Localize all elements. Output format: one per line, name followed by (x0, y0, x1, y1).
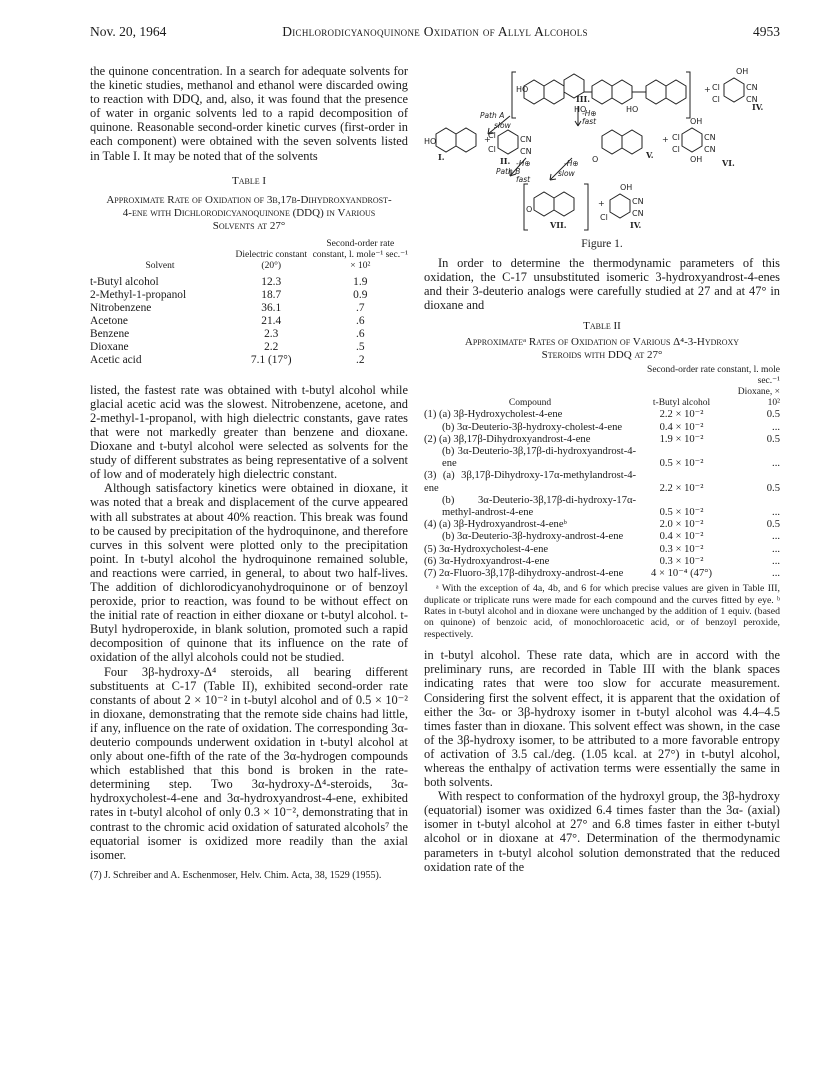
table-row (90, 328, 408, 341)
page-number: 4953 (753, 24, 780, 39)
cell-rate: 0.5 × 10⁻² (659, 507, 704, 518)
running-header (90, 24, 780, 44)
cell-rate: ... (772, 421, 780, 433)
svg-text:CN: CN (632, 197, 644, 206)
table-2-footnote: ᵃ With the exception of 4a, 4b, and 6 for which precise values are given in Table III, duplicate or triplicate runs were made for each compound and the curves fitted by eye. ᵇ Rates in t-butyl alcohol and in dioxane were unchanged by the addition of 1 equiv. (based on quinone) of benzoic acid, of monochloroacetic acid, or of benzoyl peroxide, respectively. (424, 583, 780, 640)
cell-rate: 4 × 10⁻⁴ (47°) (651, 568, 713, 580)
cell-compound: (3) (a) 3β,17β-Dihydroxy-17α-methylandrost-4-ene (424, 470, 637, 494)
cell-rate: 0.5 (766, 433, 780, 445)
cell-dielectric: 7.1 (17°) (250, 353, 292, 366)
cell-rate: 1.9 × 10⁻² (659, 433, 704, 445)
cell-rate: .7 (356, 301, 365, 314)
svg-text:CN: CN (746, 95, 758, 104)
table-2 (424, 365, 780, 580)
svg-text:Cl: Cl (672, 133, 680, 142)
compound-label: VI. (722, 158, 735, 168)
svg-text:HO: HO (626, 105, 639, 114)
scheme-label: -H⊕ (516, 159, 531, 168)
header-date: Nov. 20, 1964 (90, 24, 167, 39)
scheme-label: -H⊕ (564, 159, 579, 168)
table-row (424, 544, 780, 556)
svg-text:OH: OH (690, 155, 703, 164)
table-row (424, 409, 780, 421)
scheme-label: fast (516, 175, 531, 184)
compound-label: I. (438, 152, 445, 162)
svg-text:CN: CN (520, 147, 532, 156)
cell-compound: (b) 3α-Deuterio-3β,17β-di-hydroxy-17α-methyl-androst-4-ene (442, 494, 637, 518)
col-header-span: Second-order rate constant, l. mole sec.⁻¹ (647, 365, 780, 387)
table-1-title: Table I (231, 174, 267, 187)
cell-rate: 0.5 (766, 519, 780, 531)
cell-dielectric: 36.1 (261, 301, 282, 314)
header-title: Dichlorodicyanoquinone Oxidation of Allyl Alcohols (282, 24, 588, 39)
svg-text:Cl: Cl (712, 95, 720, 104)
footnote: (7) J. Schreiber and A. Eschenmoser, Helv. Chim. Acta, 38, 1529 (1955). (90, 869, 382, 881)
cell-dielectric: 18.7 (261, 288, 282, 301)
cell-rate: ... (772, 531, 780, 543)
svg-text:Cl: Cl (488, 145, 496, 154)
cell-dielectric: 2.2 (264, 340, 279, 353)
scheme-label: Path B (496, 167, 521, 176)
svg-text:CN: CN (520, 135, 532, 144)
reaction-scheme (424, 62, 780, 238)
table-row (424, 422, 780, 434)
cell-solvent: Acetic acid (90, 353, 142, 366)
compound-label: VII. (550, 220, 567, 230)
cell-compound: (b) 3α-Deuterio-3β,17β-di-hydroxyandrost-4-ene (442, 445, 637, 470)
paragraph: Although satisfactory kinetics were obtained in dioxane, it was noted that a break and displacement of the curve appeared with all substrates at about 40% reaction. This break was found to be caused by precipitation of the hydroquinone, and therefore curves in this solvent were plotted only to the precipitation point. In t-butyl alcohol the hydroquinone remained soluble, and reactions were carried, in general, to about two half-lives. The addition of dichlorodicyanohydroquinone or of benzoyl peroxide, prior to reaction, was found to be without effect on the initial rate of reaction in either dioxane or t-butyl alcohol. t-Butyl hydroperoxide, in blank solution, promoted such a rapid decomposition of quinone that its influence on the rate of oxidation of the allyl alcohols could not be studied. (90, 481, 408, 665)
cell-rate: 2.2 × 10⁻² (659, 409, 704, 421)
left-column (90, 64, 408, 882)
svg-text:Cl: Cl (600, 213, 608, 222)
cell-dielectric: 12.3 (261, 275, 282, 288)
table-row (424, 495, 780, 519)
table-row (424, 556, 780, 568)
compound-label: V. (646, 150, 654, 160)
table-row (424, 434, 780, 446)
cell-solvent: t-Butyl alcohol (90, 275, 159, 288)
svg-text:CN: CN (704, 133, 716, 142)
col-header: t-Butyl alcohol (652, 398, 711, 409)
table-row (90, 354, 408, 367)
cell-compound: (6) 3α-Hydroxyandrost-4-ene (424, 555, 550, 567)
compound-label: III. (576, 94, 591, 104)
cell-rate: 0.3 × 10⁻² (659, 543, 704, 555)
cell-compound: (7) 2α-Fluoro-3β,17β-dihydroxy-androst-4-ene (424, 568, 624, 580)
table-row (424, 446, 780, 470)
svg-text:O: O (592, 155, 599, 164)
table-header-row (90, 239, 408, 272)
cell-rate: ... (772, 507, 780, 518)
cell-compound: (1) (a) 3β-Hydroxycholest-4-ene (424, 409, 563, 421)
col-header: Dielectric constant (20°) (235, 249, 307, 271)
cell-rate: 0.9 (353, 288, 368, 301)
svg-text:CN: CN (746, 83, 758, 92)
svg-text:HO: HO (516, 85, 529, 94)
svg-text:OH: OH (690, 117, 703, 126)
paragraph: listed, the fastest rate was obtained with t-butyl alcohol while glacial acetic acid was the slowest. Nitrobenzene, acetone, and 2-methyl-1-propanol, with high dielectric constants, gave rates that were not markedly greater than benzene and dioxane. Dioxane and t-butyl alcohol were selected as solvents for the study of different substrates as being representative of a solvent of low and of moderately high dielectric constant. (90, 382, 408, 482)
svg-text:Cl: Cl (712, 83, 720, 92)
cell-rate: 0.5 (766, 409, 780, 421)
compound-label: IV. (630, 220, 642, 230)
svg-text:CN: CN (632, 209, 644, 218)
scheme-label: Path A (480, 111, 505, 120)
col-header: Dioxane, × 10² (737, 387, 780, 409)
cell-compound: (b) 3α-Deuterio-3β-hydroxy-androst-4-ene (442, 531, 624, 543)
cell-dielectric: 2.3 (264, 327, 279, 340)
right-column (424, 256, 780, 874)
scheme-label: fast (582, 117, 597, 126)
table-1 (90, 239, 408, 367)
col-header: Second-order rate constant, l. mole⁻¹ sec.⁻¹ × 10² (312, 238, 408, 271)
table-row (90, 276, 408, 289)
table-header-row (424, 387, 780, 409)
col-header: Compound (508, 398, 552, 409)
cell-rate: 0.5 × 10⁻² (659, 458, 704, 470)
figure-caption: Figure 1. (581, 238, 623, 250)
cell-solvent: 2-Methyl-1-propanol (90, 288, 187, 301)
cell-solvent: Nitrobenzene (90, 301, 152, 314)
cell-dielectric: 21.4 (261, 314, 282, 327)
cell-rate: 0.5 (766, 482, 780, 494)
svg-text:Cl: Cl (672, 145, 680, 154)
cell-rate: .5 (356, 340, 365, 353)
cell-rate: ... (772, 555, 780, 567)
compound-label: IV. (752, 102, 764, 112)
svg-text:+: + (598, 199, 605, 208)
svg-text:+: + (484, 135, 491, 144)
table-row (424, 519, 780, 531)
svg-text:Cl: Cl (488, 131, 496, 140)
svg-text:CN: CN (704, 145, 716, 154)
svg-text:+: + (704, 85, 711, 94)
table-row (90, 315, 408, 328)
table-row (90, 341, 408, 354)
cell-compound: (2) (a) 3β,17β-Dihydroxyandrost-4-ene (424, 433, 591, 445)
table-2-caption: Approximateᵃ Rates of Oxidation of Various Δ⁴-3-Hydroxy Steroids with DDQ at 27° (464, 336, 740, 362)
cell-compound: (b) 3α-Deuterio-3β-hydroxy-cholest-4-ene (442, 421, 623, 433)
cell-solvent: Dioxane (90, 340, 129, 353)
cell-rate: .2 (356, 353, 365, 366)
cell-rate: 1.9 (353, 275, 368, 288)
cell-rate: ... (772, 458, 780, 470)
paragraph: In order to determine the thermodynamic parameters of this oxidation, the C-17 unsubstituted isomeric 3-hydroxyandrost-4-enes and their 3-deuterio analogs were carefully studied at 27 and at 47° in dioxane and (424, 256, 780, 313)
table-1-caption: Approximate Rate of Oxidation of 3β,17β-Dihydroxyandrost-4-ene with Dichlorodicyanoquinone (DDQ) in Various Solvents at 27° (106, 193, 392, 232)
table-row (424, 470, 780, 494)
cell-compound: (4) (a) 3β-Hydroxyandrost-4-eneᵇ (424, 519, 567, 531)
table-row (424, 568, 780, 580)
paragraph: the quinone concentration. In a search for adequate solvents for the kinetic studies, methanol and ethanol were discarded owing to reaction with DDQ, and, also, it was found that the presence of water in organic solvents led to a rapid decomposition of quinone. Reasonable second-order kinetic curves (first-order in each component) were obtained with the seven solvents listed in Table I. It may be noted that of the solvents (90, 64, 408, 163)
cell-rate: ... (772, 568, 780, 580)
cell-rate: 0.3 × 10⁻² (659, 555, 704, 567)
paragraph: With respect to conformation of the hydroxyl group, the 3β-hydroxy (equatorial) isomer was oxidized 6.4 times faster than the 3α- (axial) isomer in t-butyl alcohol at 27° and 6.8 times faster in either t-butyl alcohol or in dioxane at 47°. Determination of the thermodynamic parameters in t-butyl alcohol solution demonstrated that the reduced oxidation rate of the (424, 789, 780, 874)
cell-solvent: Benzene (90, 327, 130, 340)
svg-text:HO: HO (424, 137, 437, 146)
table-row (90, 302, 408, 315)
cell-rate: 0.4 × 10⁻² (659, 531, 704, 543)
cell-compound: (5) 3α-Hydroxycholest-4-ene (424, 543, 549, 555)
cell-rate: ... (772, 543, 780, 555)
cell-rate: .6 (356, 327, 365, 340)
scheme-label: -H⊕ (582, 109, 597, 118)
svg-text:+: + (662, 135, 669, 144)
svg-text:O: O (526, 205, 533, 214)
col-header: Solvent (145, 260, 175, 271)
scheme-label: slow (558, 169, 575, 178)
paragraph: Four 3β-hydroxy-Δ⁴ steroids, all bearing different substituents at C-17 (Table II), exhibited second-order rate constants of about 2 × 10⁻² in t-butyl alcohol and of 0.5 × 10⁻² in dioxane, demonstrating that the remote side chains had little, if any, influence on the rate of oxidation. The corresponding 3α-deuterio compounds underwent oxidation in t-butyl alcohol at only about one-fifth of the rate of the 3α-hydrogen compounds which established that this bond is broken in the rate-determining step. Two 3α-hydroxy-Δ⁴-steroids, 3α-hydroxycholest-4-ene and 3α-hydroxyandrost-4-ene, exhibited rates in t-butyl alcohol of only 0.3 × 10⁻², demonstrating that in contrast to the chromic acid oxidation of saturated alcohols⁷ the equatorial isomer is oxidized more readily than the axial isomer. (90, 664, 408, 862)
table-2-title: Table II (583, 320, 621, 333)
cell-rate: .6 (356, 314, 365, 327)
cell-rate: 0.4 × 10⁻² (659, 421, 704, 433)
table-row (90, 289, 408, 302)
svg-text:OH: OH (736, 67, 749, 76)
paragraph: in t-butyl alcohol. These rate data, which are in accord with the preliminary runs, are recorded in Table III with the blank spaces indicating rates that were too slow for accurate measurement. Considering first the solvent effect, it is apparent that the oxidation of either the 3α- or 3β-hydroxy isomer in t-butyl alcohol was 4.4–4.5 times faster than in dioxane. This solvent effect was shown, in the case of the 3β-hydroxy isomer, to be attributed to a more favorable entropy of activation of 3.5 cal./deg. (1.05 kcal. at 27°) in t-butyl alcohol, whereas the enthalpy of activation terms were essentially the same in both solvents. (424, 648, 780, 790)
svg-text:OH: OH (620, 183, 633, 192)
cell-rate: 2.2 × 10⁻² (659, 482, 704, 494)
scheme-label: slow (494, 121, 511, 130)
compound-label: II. (500, 156, 511, 166)
cell-solvent: Acetone (90, 314, 128, 327)
svg-text:HO: HO (574, 105, 587, 114)
table-row (424, 531, 780, 543)
cell-rate: 2.0 × 10⁻² (659, 519, 704, 531)
